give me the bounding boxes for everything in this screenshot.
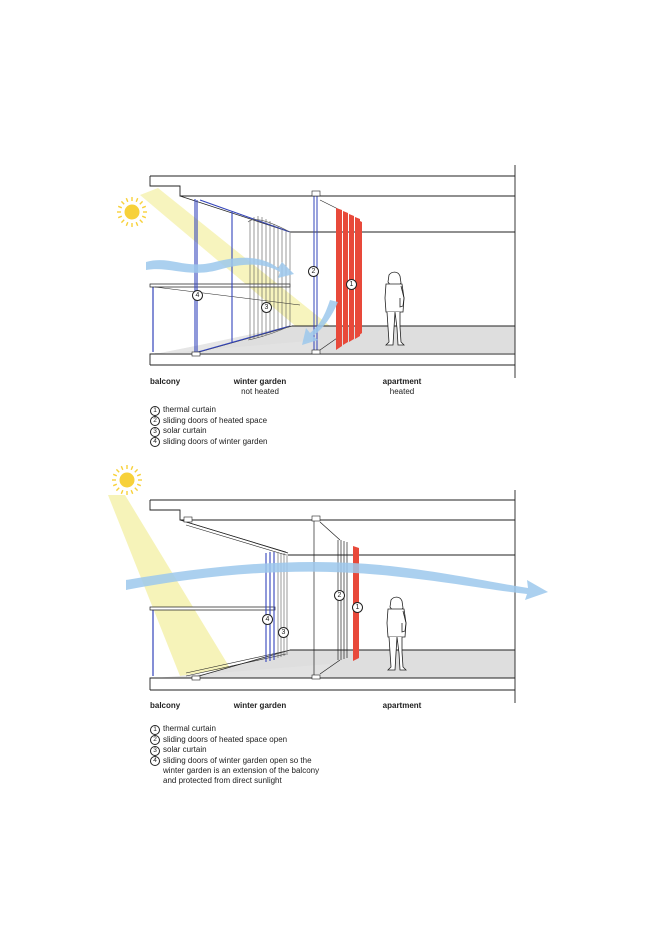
legend-2 [150, 724, 319, 786]
marker-solar-curtain-2: 3 [278, 627, 289, 638]
legend-item [150, 416, 268, 427]
legend-text: solar curtain [163, 745, 207, 754]
legend-text: thermal curtain [163, 405, 216, 414]
legend-number: 4 [150, 437, 160, 447]
legend-item [150, 724, 319, 735]
legend-item [150, 756, 319, 786]
legend-text: sliding doors of heated space open [163, 734, 288, 744]
marker-thermal-curtain-1: 1 [346, 279, 357, 290]
marker-winter-doors-1: 4 [192, 290, 203, 301]
legend-1 [150, 405, 268, 447]
ceiling-slab-2 [150, 500, 515, 520]
legend-item [150, 426, 268, 437]
zone-label-balcony-1: balcony [150, 377, 181, 386]
marker-thermal-curtain-2: 1 [352, 602, 363, 613]
zone-label-apartment-2: apartment [382, 701, 422, 710]
legend-text: sliding doors of winter garden open so the winter garden is an extension of the balcony and protected from direct sunlight [163, 755, 320, 785]
zone-label-winter-garden-2: winter garden [233, 701, 287, 710]
legend-text: sliding doors of winter garden [163, 436, 268, 446]
legend-text: sliding doors of heated space [163, 415, 268, 425]
zone-label-apartment-1: apartment [382, 377, 422, 386]
legend-number: 1 [150, 406, 160, 416]
ceiling-slab-1 [150, 176, 515, 196]
legend-item [150, 745, 319, 756]
sun-icon [117, 197, 147, 227]
marker-winter-doors-2: 4 [262, 614, 273, 625]
marker-solar-curtain-1: 3 [261, 302, 272, 313]
legend-number: 3 [150, 427, 160, 437]
diagram-2-section [108, 465, 548, 703]
zone-state-winter-garden-1: not heated [241, 387, 279, 396]
legend-number: 2 [150, 735, 160, 745]
legend-item [150, 405, 268, 416]
zone-label-balcony-2: balcony [150, 701, 181, 710]
marker-heated-doors-2: 2 [334, 590, 345, 601]
marker-heated-doors-1: 2 [308, 266, 319, 277]
legend-item [150, 735, 319, 746]
zone-state-apartment-1: heated [389, 387, 415, 396]
legend-number: 3 [150, 746, 160, 756]
legend-item [150, 437, 268, 448]
zone-label-winter-garden-1: winter garden [233, 377, 287, 386]
legend-number: 4 [150, 756, 160, 766]
legend-text: solar curtain [163, 426, 207, 435]
legend-number: 1 [150, 725, 160, 735]
legend-number: 2 [150, 416, 160, 426]
airflow-arrow-1 [146, 258, 294, 278]
sun-icon [112, 465, 142, 495]
legend-text: thermal curtain [163, 724, 216, 733]
